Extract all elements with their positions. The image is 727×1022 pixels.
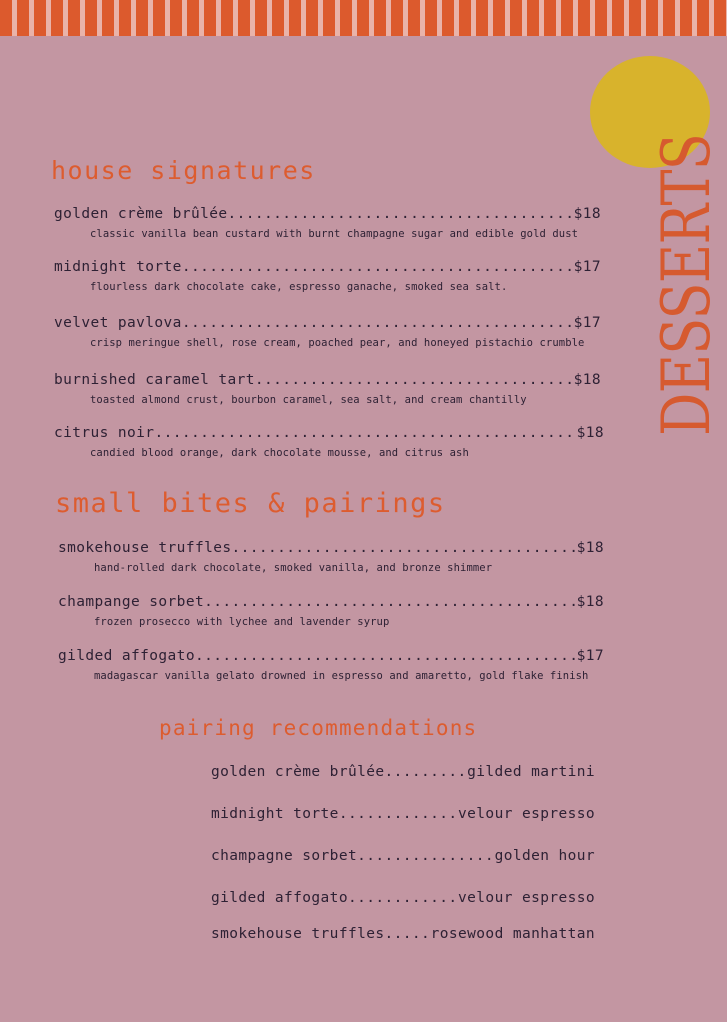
item-description: crisp meringue shell, rose cream, poached pear, and honeyed pistachio crumble [90,337,585,349]
item-price: $17 [573,315,601,331]
item-name: midnight torte [54,259,182,275]
pairing-drink: velour espresso [458,806,595,822]
menu-item [54,259,601,293]
dot-leader [339,806,458,822]
dot-leader [384,764,467,780]
item-name: burnished caramel tart [54,372,255,388]
striped-border [0,0,727,36]
dot-leader [348,890,458,906]
menu-item [58,540,604,574]
item-description: candied blood orange, dark chocolate mousse, and citrus ash [90,447,469,459]
item-price: $18 [576,425,604,441]
menu-item [54,206,601,240]
dot-leader [255,372,574,388]
item-name: golden crème brûlée [54,206,228,222]
item-description: toasted almond crust, bourbon caramel, sea salt, and cream chantilly [90,394,527,406]
desserts-title-text: DESSERTS [648,133,725,437]
item-name: champange sorbet [58,594,205,610]
item-price: $18 [573,206,601,222]
pairing-dessert: smokehouse truffles [211,926,385,942]
menu-item [58,648,604,682]
dot-leader [227,206,573,222]
item-price: $17 [576,648,604,664]
menu-item [54,425,604,459]
item-description: flourless dark chocolate cake, espresso ganache, smoked sea salt. [90,281,508,293]
dot-leader [204,594,577,610]
pairing-dessert: golden crème brûlée [211,764,385,780]
pairing-dessert: champagne sorbet [211,848,358,864]
dot-leader [231,540,576,556]
pairing-recommendations-title: pairing recommendations [159,716,478,740]
desserts-title [627,133,727,437]
pairing-dessert: gilded affogato [211,890,348,906]
dot-leader [154,425,576,441]
pairing-drink: gilded martini [467,764,595,780]
item-price: $18 [573,372,601,388]
dot-leader [384,926,430,942]
item-description: hand-rolled dark chocolate, smoked vanilla, and bronze shimmer [94,562,493,574]
house-signatures-title: house signatures [51,156,316,185]
pairing-drink: rosewood manhattan [430,926,595,942]
pairing-drink: golden hour [494,848,595,864]
pairing-row [211,926,595,942]
pairing-row [211,890,595,906]
item-price: $17 [573,259,601,275]
menu-item [54,372,601,406]
pairing-dessert: midnight torte [211,806,339,822]
item-name: smokehouse truffles [58,540,232,556]
menu-item [58,594,604,628]
pairing-row [211,806,595,822]
item-name: citrus noir [54,425,155,441]
pairing-drink: velour espresso [458,890,595,906]
item-description: classic vanilla bean custard with burnt champagne sugar and edible gold dust [90,228,579,240]
item-name: velvet pavlova [54,315,182,331]
pairing-row [211,848,595,864]
dot-leader [195,648,577,664]
dot-leader [182,259,574,275]
dot-leader [357,848,494,864]
item-price: $18 [576,540,604,556]
small-bites-title: small bites & pairings [55,488,446,519]
menu-item [54,315,601,349]
item-description: frozen prosecco with lychee and lavender syrup [94,616,390,628]
pairing-row [211,764,595,780]
item-name: gilded affogato [58,648,195,664]
dot-leader [182,315,574,331]
item-price: $18 [576,594,604,610]
item-description: madagascar vanilla gelato drowned in espresso and amaretto, gold flake finish [94,670,589,682]
